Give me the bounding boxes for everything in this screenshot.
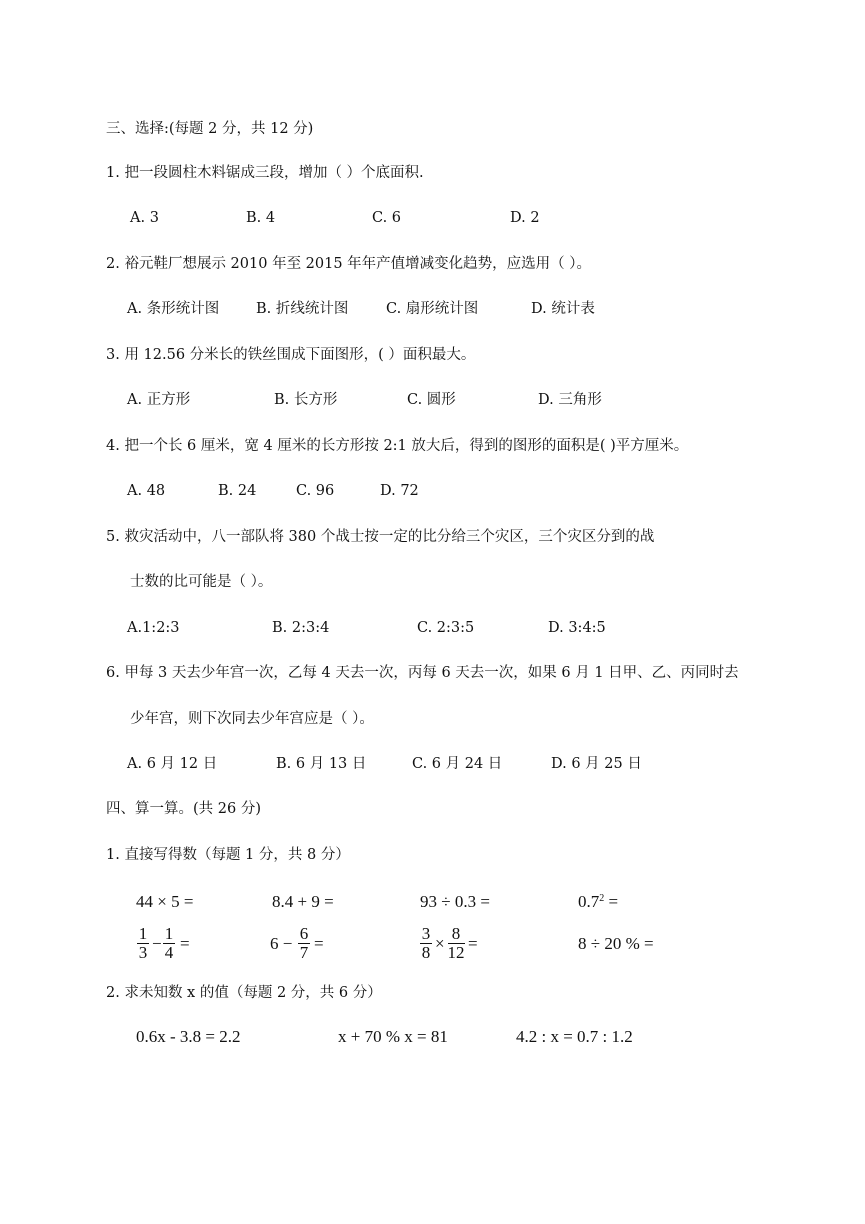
denominator: 4 bbox=[164, 943, 174, 962]
calc-8: 8 ÷ 20 % = bbox=[578, 934, 654, 953]
q5-option-a: A.1:2:3 bbox=[127, 620, 180, 636]
q5-option-c: C. 2:3:5 bbox=[417, 620, 475, 636]
calc-4: $0.7^2$ = bbox=[578, 892, 619, 911]
fraction-1-4 bbox=[162, 925, 176, 962]
numerator: 3 bbox=[421, 924, 431, 943]
calc-2: 8.4 + 9 = bbox=[272, 892, 334, 911]
q3-option-d: D. 三角形 bbox=[538, 392, 602, 408]
q6-option-b: B. 6 月 13 日 bbox=[276, 756, 367, 772]
q3-option-a: A. 正方形 bbox=[127, 392, 191, 408]
part-2-title: 2. 求未知数 x 的值（每题 2 分，共 6 分） bbox=[106, 985, 382, 1001]
q2-option-c: C. 扇形统计图 bbox=[386, 301, 479, 317]
q3-option-b: B. 长方形 bbox=[274, 392, 338, 408]
question-1: 1. 把一段圆柱木料锯成三段，增加（ ）个底面积. bbox=[106, 165, 424, 181]
q5-option-b: B. 2:3:4 bbox=[272, 620, 330, 636]
fraction-3-8 bbox=[419, 925, 433, 962]
q2-option-d: D. 统计表 bbox=[531, 301, 595, 317]
q4-option-b: B. 24 bbox=[218, 483, 257, 499]
q6-option-a: A. 6 月 12 日 bbox=[127, 756, 218, 772]
denominator: 12 bbox=[447, 943, 465, 962]
equation-2: x + 70 % x = 81 bbox=[338, 1027, 448, 1046]
fraction-6-7 bbox=[297, 925, 311, 962]
q5-option-d: D. 3:4:5 bbox=[548, 620, 606, 636]
calc-3: 93 ÷ 0.3 = bbox=[420, 892, 490, 911]
part-1-title: 1. 直接写得数（每题 1 分，共 8 分） bbox=[106, 847, 350, 863]
calc-1: 44 × 5 = bbox=[136, 892, 194, 911]
section-4-heading: 四、算一算。(共 26 分) bbox=[106, 801, 261, 817]
question-6-continued: 少年宫，则下次同去少年宫应是（ ）。 bbox=[130, 711, 374, 727]
question-5-continued: 士数的比可能是（ ）。 bbox=[130, 574, 273, 590]
times-sign: × bbox=[435, 934, 445, 953]
question-3: 3. 用 12.56 分米长的铁丝围成下面图形，( ）面积最大。 bbox=[106, 347, 476, 363]
numerator: 1 bbox=[164, 924, 174, 943]
q4-option-d: D. 72 bbox=[380, 483, 419, 499]
numerator: 8 bbox=[451, 924, 461, 943]
question-2: 2. 裕元鞋厂想展示 2010 年至 2015 年年产值增减变化趋势，应选用（ ）。 bbox=[106, 256, 592, 272]
exponent: 2 bbox=[599, 893, 605, 904]
equation-1: 0.6x - 3.8 = 2.2 bbox=[136, 1027, 241, 1046]
q1-option-d: D. 2 bbox=[510, 210, 540, 226]
minus-sign: − bbox=[152, 934, 162, 953]
equals-sign: = bbox=[468, 934, 478, 953]
question-6: 6. 甲每 3 天去少年宫一次，乙每 4 天去一次，丙每 6 天去一次，如果 6 月 1 日甲、乙、丙同时去 bbox=[106, 665, 739, 681]
q1-option-c: C. 6 bbox=[372, 210, 402, 226]
q4-option-a: A. 48 bbox=[127, 483, 166, 499]
equation-3: 4.2 : x = 0.7 : 1.2 bbox=[516, 1027, 633, 1046]
numerator: 1 bbox=[138, 924, 148, 943]
denominator: 7 bbox=[299, 943, 309, 962]
fraction-1-3 bbox=[136, 925, 150, 962]
equals-sign: = bbox=[314, 934, 324, 953]
q6-option-d: D. 6 月 25 日 bbox=[551, 756, 642, 772]
denominator: 3 bbox=[138, 943, 148, 962]
numerator: 6 bbox=[299, 924, 309, 943]
q1-option-a: A. 3 bbox=[130, 210, 159, 226]
equals-sign: = bbox=[180, 934, 190, 953]
q2-option-b: B. 折线统计图 bbox=[256, 301, 349, 317]
q6-option-c: C. 6 月 24 日 bbox=[412, 756, 503, 772]
denominator: 8 bbox=[421, 943, 431, 962]
question-5: 5. 救灾活动中，八一部队将 380 个战士按一定的比分给三个灾区，三个灾区分到的战 bbox=[106, 529, 655, 545]
question-4: 4. 把一个长 6 厘米，宽 4 厘米的长方形按 2:1 放大后，得到的图形的面积是( )平方厘米。 bbox=[106, 438, 689, 454]
q4-option-c: C. 96 bbox=[296, 483, 335, 499]
fraction-8-12 bbox=[447, 925, 465, 962]
six-minus: 6 − bbox=[270, 934, 293, 953]
q2-option-a: A. 条形统计图 bbox=[127, 301, 220, 317]
q3-option-c: C. 圆形 bbox=[407, 392, 456, 408]
section-3-heading: 三、选择:(每题 2 分，共 12 分) bbox=[106, 121, 314, 137]
q1-option-b: B. 4 bbox=[246, 210, 276, 226]
